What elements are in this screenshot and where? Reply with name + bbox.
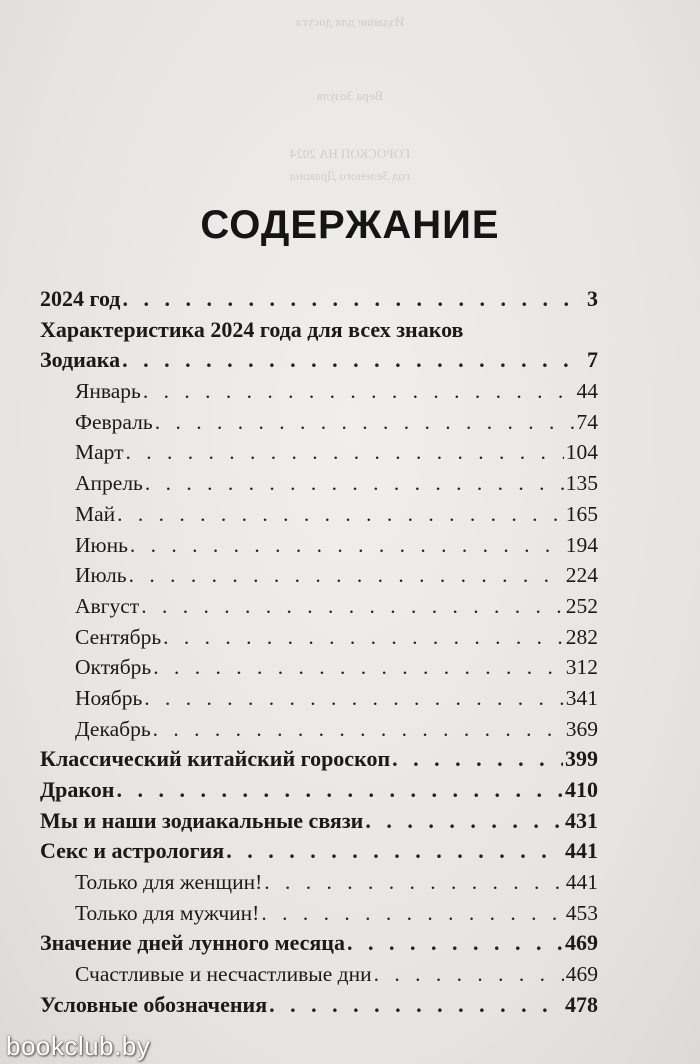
toc-entry [40, 622, 598, 653]
toc-entry [40, 836, 598, 867]
toc-entry-page: 478 [565, 991, 598, 1017]
toc-entry [40, 437, 598, 468]
dot-leader [392, 744, 563, 775]
toc-entry-title: Классический китайский гороскоп [40, 746, 391, 772]
toc-entry-title: Январь [75, 379, 141, 404]
bleed-through-text: Вера Зозуля [316, 88, 384, 103]
toc-entry-page: 441 [565, 838, 598, 864]
dot-leader [129, 560, 564, 591]
dot-leader [226, 836, 563, 867]
dot-leader [122, 345, 585, 376]
toc-entry-title: Зодиака [40, 347, 121, 373]
toc-entry-title: Характеристика 2024 года для всех знаков [40, 316, 464, 342]
toc-entry-title: Сентябрь [75, 624, 162, 649]
toc-entry [40, 714, 598, 745]
toc-entry [40, 959, 598, 990]
toc-entry [40, 652, 598, 683]
toc-entry-title: Секс и астрология [40, 838, 225, 864]
toc-entry [40, 499, 598, 530]
dot-leader [264, 867, 563, 898]
dot-leader [153, 714, 564, 745]
toc-entry-title: Значение дней лунного месяца [40, 930, 345, 956]
toc-entry-title: Июль [75, 563, 127, 588]
dot-leader [130, 530, 564, 561]
dot-leader [153, 652, 564, 683]
toc-entry-page: 341 [565, 685, 598, 710]
toc-entry-title: Счастливые и несчастливые дни [75, 962, 372, 987]
toc-entry-page: 194 [565, 532, 598, 557]
toc-entry [40, 345, 598, 376]
toc-entry-title: Март [75, 440, 124, 465]
toc-entry-title: Только для мужчин! [75, 900, 260, 925]
toc-entry-page: 224 [565, 563, 598, 588]
toc-entry [40, 376, 598, 407]
dot-leader [163, 622, 564, 653]
dot-leader [117, 499, 564, 530]
site-watermark: bookclub.by [6, 1031, 151, 1061]
toc-entry-page: 469 [565, 962, 598, 987]
toc-entry-title: Мы и наши зодиакальные связи [40, 807, 364, 833]
toc-entry [40, 683, 598, 714]
toc-entry [40, 407, 598, 438]
dot-leader [347, 928, 563, 959]
toc-entry-page: 453 [565, 900, 598, 925]
toc-entry-title: Апрель [75, 471, 143, 496]
toc-entry-page: 399 [565, 746, 598, 772]
toc-entry-title: Октябрь [75, 655, 152, 680]
toc-entry-page: 312 [565, 655, 598, 680]
toc-entry-page: 165 [565, 501, 598, 526]
toc-entry-page: 469 [565, 930, 598, 956]
toc-entry-page: 3 [587, 286, 598, 311]
toc-entry-title: Дракон [40, 777, 115, 802]
dot-leader [116, 775, 563, 806]
toc-entry [40, 775, 598, 806]
toc-entry-title: 2024 год [40, 286, 121, 311]
page-title: СОДЕРЖАНИЕ [200, 203, 500, 247]
toc-entry [40, 468, 598, 499]
toc-entry [40, 530, 598, 561]
toc-entry-title: Август [75, 593, 140, 618]
dot-leader [261, 898, 563, 929]
toc-entry-title: Май [75, 501, 116, 526]
toc-entry [40, 315, 598, 346]
bleed-through-text: Издание для досуга [295, 14, 405, 29]
toc-entry-title: Июнь [75, 532, 128, 557]
toc-entry-page: 7 [587, 347, 598, 373]
toc-entry-page: 44 [576, 379, 598, 404]
toc-entry [40, 284, 598, 315]
dot-leader [126, 437, 564, 468]
toc-entry [40, 898, 598, 929]
toc-entry-title: Ноябрь [75, 685, 143, 710]
dot-leader [365, 806, 563, 837]
dot-leader [145, 468, 564, 499]
table-of-contents [40, 284, 598, 1021]
toc-entry-page: 369 [565, 716, 598, 741]
toc-entry [40, 928, 598, 959]
dot-leader [269, 990, 563, 1021]
dot-leader [374, 959, 564, 990]
bleed-through-text: год Зеленого Дракона [290, 168, 410, 183]
toc-entry-page: 441 [565, 870, 598, 895]
dot-leader [144, 683, 563, 714]
bleed-through-text: ГОРОСКОП НА 2024 [289, 146, 411, 161]
toc-entry-title: Февраль [75, 409, 153, 434]
dot-leader [141, 591, 564, 622]
toc-entry-page: 104 [565, 440, 598, 465]
toc-entry-title: Условные обозначения [40, 991, 268, 1017]
toc-entry-page: 431 [565, 807, 598, 833]
toc-entry [40, 591, 598, 622]
toc-entry-title: Декабрь [75, 716, 151, 741]
toc-entry [40, 744, 598, 775]
toc-entry-page: 410 [565, 777, 598, 802]
toc-entry-page: 282 [565, 624, 598, 649]
toc-entry [40, 806, 598, 837]
dot-leader [155, 407, 575, 438]
toc-entry [40, 990, 598, 1021]
dot-leader [122, 284, 585, 315]
toc-entry [40, 867, 598, 898]
toc-entry [40, 560, 598, 591]
dot-leader [143, 376, 575, 407]
toc-entry-title: Только для женщин! [75, 870, 263, 895]
toc-entry-page: 252 [565, 593, 598, 618]
toc-entry-page: 135 [565, 471, 598, 496]
toc-entry-page: 74 [576, 409, 598, 434]
